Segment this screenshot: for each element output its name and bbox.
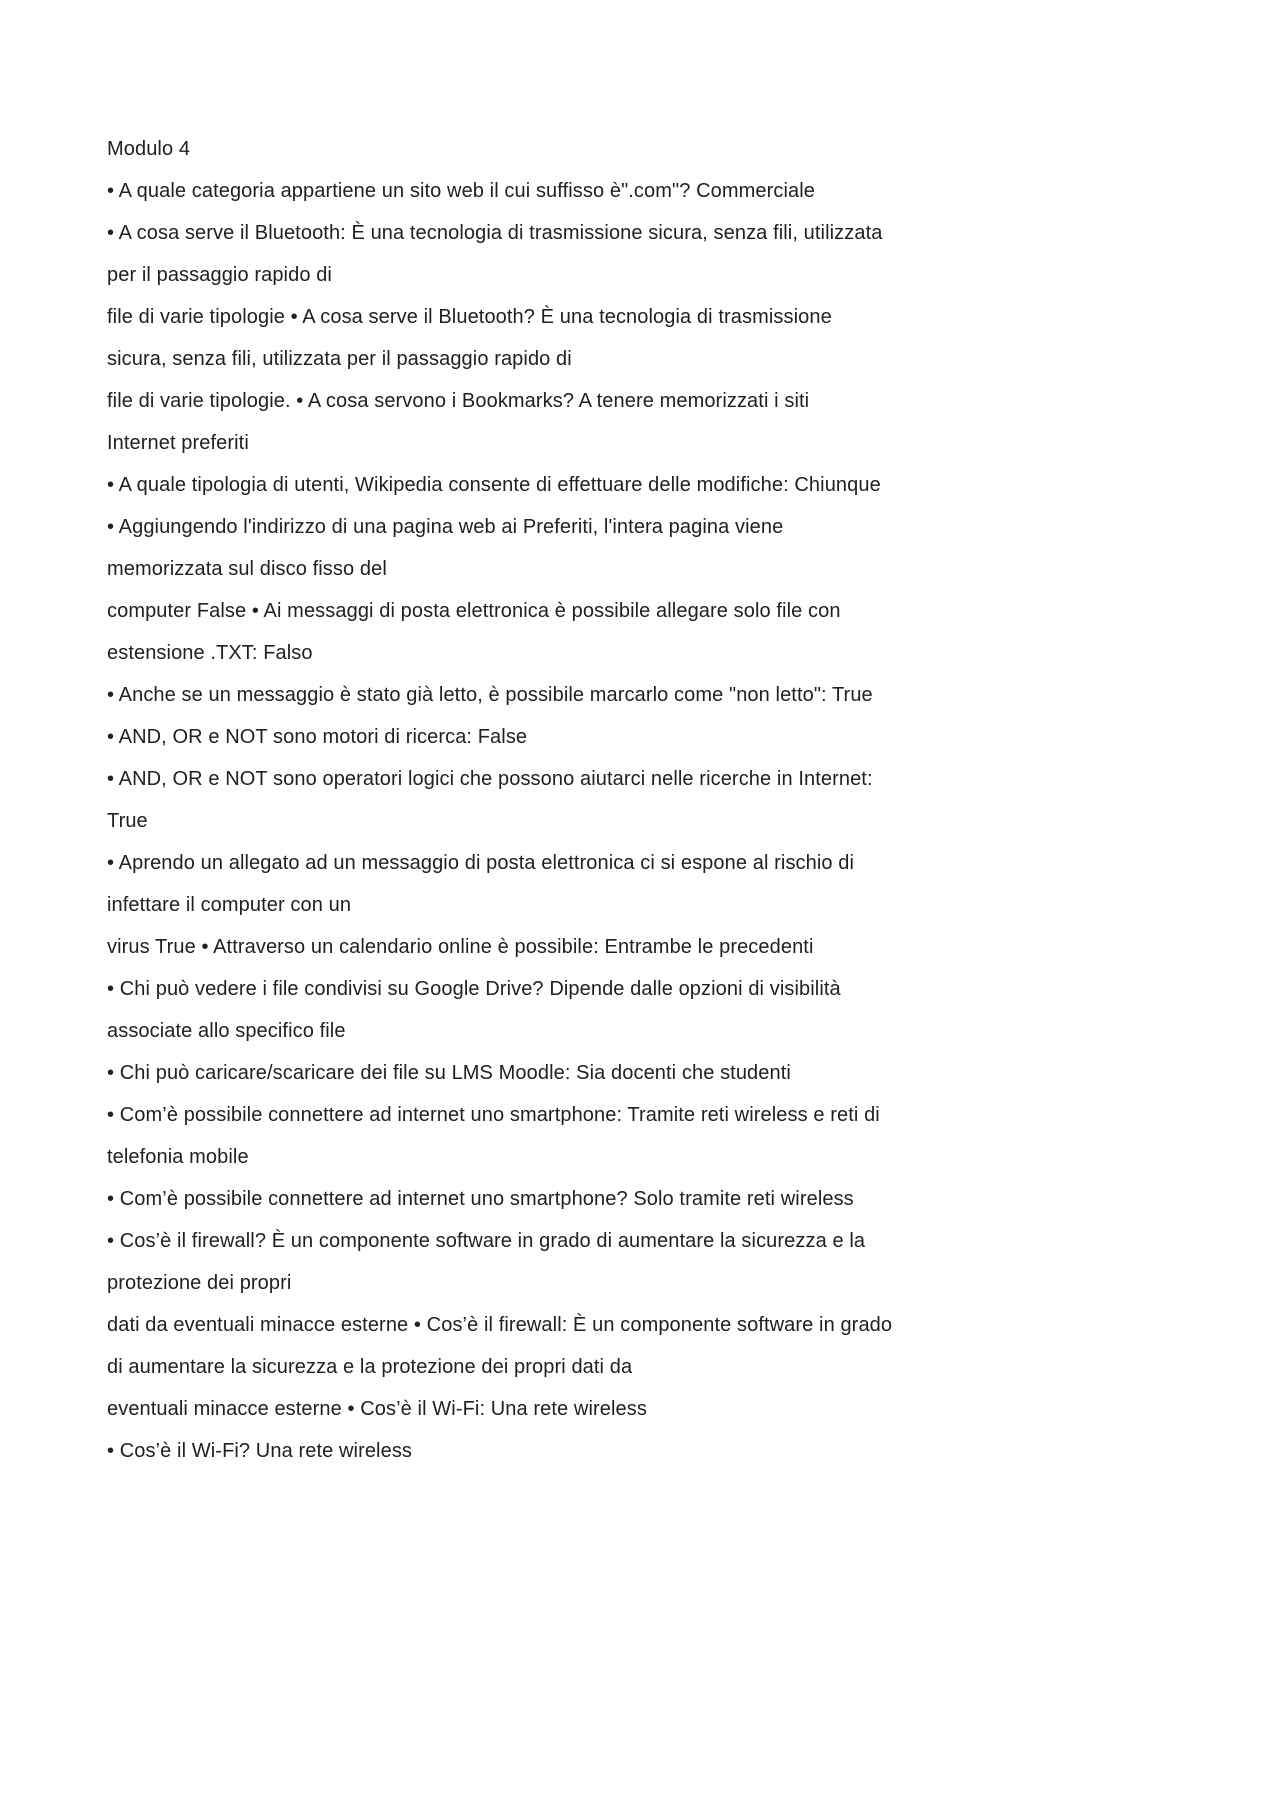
document-title: Modulo 4 [107,138,191,160]
text-line: • Chi può vedere i file condivisi su Google Drive? Dipende dalle opzioni di visibilità [107,978,841,1000]
text-line: • Chi può caricare/scaricare dei file su LMS Moodle: Sia docenti che studenti [107,1062,791,1084]
text-line: • Anche se un messaggio è stato già letto, è possibile marcarlo come "non letto": True [107,684,873,706]
text-line: associate allo specifico file [107,1020,346,1042]
text-line: sicura, senza fili, utilizzata per il passaggio rapido di [107,348,572,370]
text-line: • A quale categoria appartiene un sito web il cui suffisso è".com"? Commerciale [107,180,815,202]
text-line: computer False • Ai messaggi di posta elettronica è possibile allegare solo file con [107,600,841,622]
text-line: virus True • Attraverso un calendario online è possibile: Entrambe le precedenti [107,936,814,958]
text-line: dati da eventuali minacce esterne • Cos’è il firewall: È un componente software in grado [107,1314,893,1336]
text-line: • Com’è possibile connettere ad internet uno smartphone? Solo tramite reti wireless [107,1188,854,1210]
text-line: protezione dei propri [107,1272,292,1294]
text-line: • AND, OR e NOT sono operatori logici che possono aiutarci nelle ricerche in Internet: [107,768,873,790]
text-line: True [107,810,148,832]
text-line: per il passaggio rapido di [107,264,332,286]
text-line: file di varie tipologie • A cosa serve il Bluetooth? È una tecnologia di trasmissione [107,306,832,328]
text-line: • AND, OR e NOT sono motori di ricerca: False [107,726,528,748]
text-line: Internet preferiti [107,432,249,454]
text-line: memorizzata sul disco fisso del [107,558,387,580]
text-line: eventuali minacce esterne • Cos’è il Wi-Fi: Una rete wireless [107,1398,647,1420]
text-line: infettare il computer con un [107,894,352,916]
text-line: • A quale tipologia di utenti, Wikipedia consente di effettuare delle modifiche: Chiunque [107,474,881,496]
text-line: • Cos’è il Wi-Fi? Una rete wireless [107,1440,413,1462]
text-line: • A cosa serve il Bluetooth: È una tecnologia di trasmissione sicura, senza fili, utilizzata [107,222,883,244]
text-line: di aumentare la sicurezza e la protezione dei propri dati da [107,1356,633,1378]
text-line: estensione .TXT: Falso [107,642,313,664]
text-line: • Com’è possibile connettere ad internet uno smartphone: Tramite reti wireless e reti di [107,1104,880,1126]
document-body [107,128,1190,1472]
text-line: file di varie tipologie. • A cosa servono i Bookmarks? A tenere memorizzati i siti [107,390,810,412]
text-line: • Cos’è il firewall? È un componente software in grado di aumentare la sicurezza e la [107,1230,866,1252]
text-line: • Aprendo un allegato ad un messaggio di posta elettronica ci si espone al rischio di [107,852,855,874]
text-line: telefonia mobile [107,1146,249,1168]
text-line: • Aggiungendo l'indirizzo di una pagina web ai Preferiti, l'intera pagina viene [107,516,784,538]
